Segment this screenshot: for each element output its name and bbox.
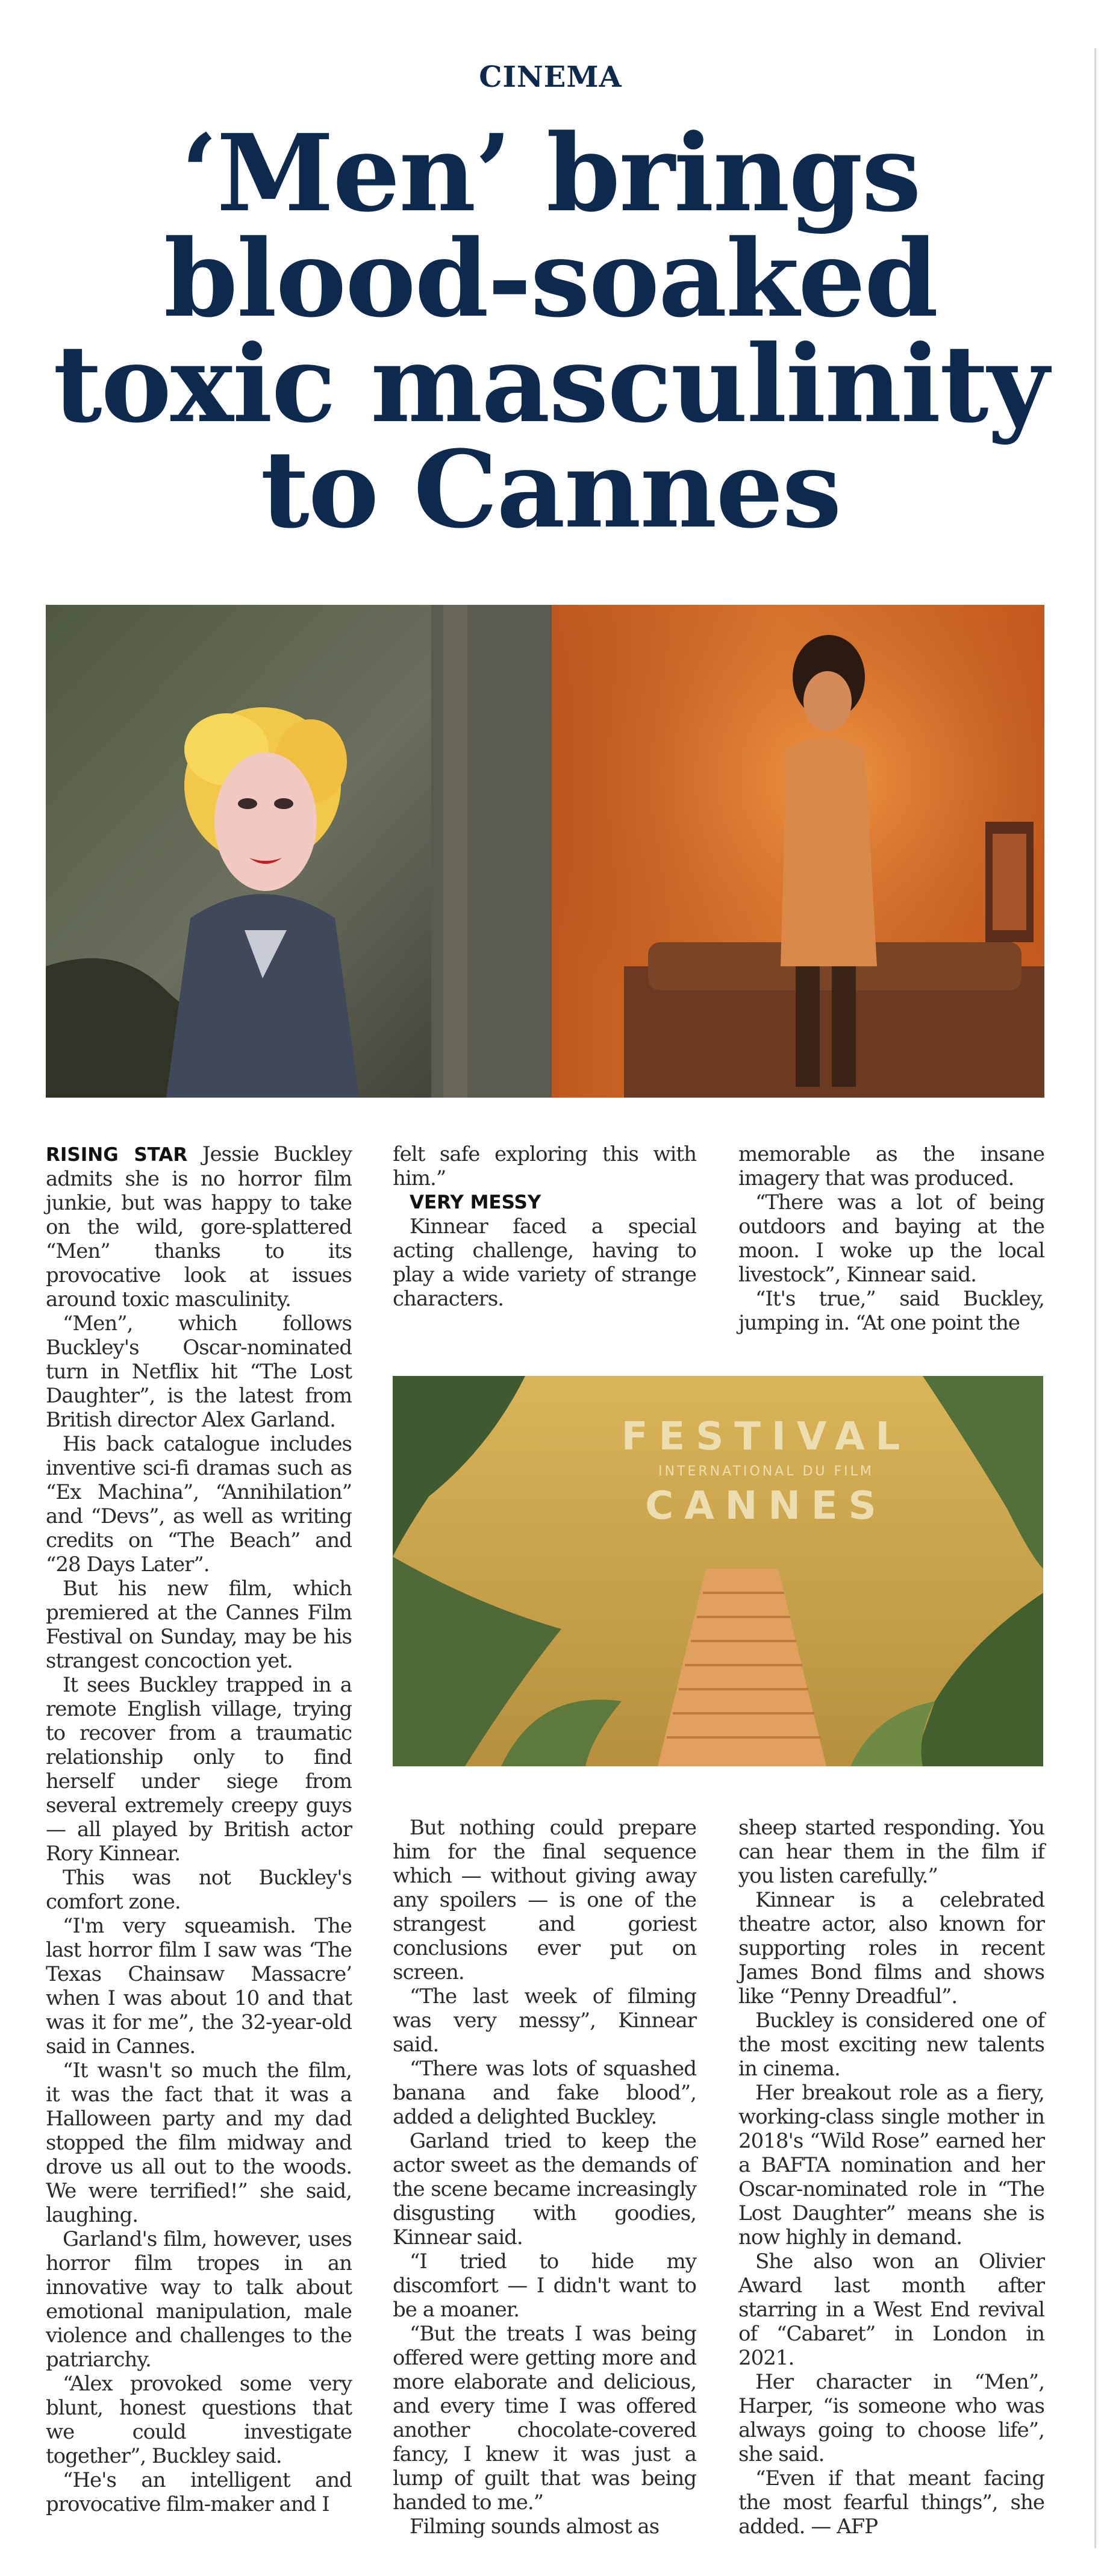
festival-photo: [393, 1376, 1043, 1766]
paragraph: “There was a lot of being outdoors and baying at the moon. I woke up the local livestock”, Kinnear said.: [738, 1190, 1044, 1287]
paragraph: But nothing could prepare him for the final sequence which — without giving away any spoilers — is one of the strangest and goriest conclusions ever put on screen.: [393, 1816, 696, 1984]
paragraph: “It's true,” said Buckley, jumping in. “At one point the: [738, 1287, 1044, 1335]
paragraph: “I tried to hide my discomfort — I didn't want to be a moaner.: [393, 2249, 696, 2322]
paragraph: “Even if that meant facing the most fearful things”, she added. — AFP: [738, 2466, 1044, 2539]
article-column-2-bottom: [393, 1816, 696, 2539]
paragraph: “I'm very squeamish. The last horror film I saw was ‘The Texas Chainsaw Massacre’ when I was about 10 and that was it for me”, the 32-year-old said in Cannes.: [46, 1914, 352, 2059]
paragraph: “Men”, which follows Buckley's Oscar-nominated turn in Netflix hit “The Lost Daughter”, is the latest from British director Alex Garland.: [46, 1311, 352, 1432]
paragraph: “He's an intelligent and provocative film-maker and I: [46, 2468, 352, 2516]
paragraph: “There was lots of squashed banana and fake blood”, added a delighted Buckley.: [393, 2057, 696, 2129]
paragraph: Garland tried to keep the actor sweet as the demands of the scene became increasingly disgusting with goodies, Kinnear said.: [393, 2129, 696, 2249]
paragraph: “But the treats I was being offered were getting more and more elaborate and delicious, and every time I was offered another chocolate-covered fancy, I knew it was just a lump of guilt that was being handed to me.”: [393, 2322, 696, 2515]
article-column-1: [46, 1142, 352, 2516]
headline-line: to Cannes: [260, 427, 841, 552]
lead-in: RISING STAR: [46, 1144, 188, 1166]
paragraph: Buckley is considered one of the most exciting new talents in cinema.: [738, 2009, 1044, 2081]
paragraph: This was not Buckley's comfort zone.: [46, 1866, 352, 1914]
paragraph: It sees Buckley trapped in a remote English village, trying to recover from a traumatic relationship only to find herself under siege from several extremely creepy guys — all played by British actor Rory Kinnear.: [46, 1673, 352, 1866]
headline-line: toxic masculinity: [53, 322, 1048, 446]
paragraph: But his new film, which premiered at the Cannes Film Festival on Sunday, may be his strangest concoction yet.: [46, 1577, 352, 1673]
hero-photo: [46, 605, 1044, 1098]
paragraph: Kinnear faced a special acting challenge, having to play a wide variety of strange characters.: [393, 1215, 696, 1311]
article-column-3-top: [738, 1142, 1044, 1335]
paragraph: Filming sounds almost as: [410, 2515, 660, 2539]
headline-line: ‘Men’ brings: [181, 111, 920, 236]
page-edge-rule: [1094, 48, 1096, 2548]
paragraph: Her character in “Men”, Harper, “is someone who was always going to choose life”, she said.: [738, 2370, 1044, 2466]
paragraph: “The last week of filming was very messy”, Kinnear said.: [393, 1984, 696, 2057]
festival-sign-line2: INTERNATIONAL DU FILM: [658, 1464, 874, 1479]
section-label: CINEMA: [479, 60, 622, 94]
headline-line: blood-soaked: [163, 216, 938, 341]
paragraph: “It wasn't so much the film, it was the fact that it was a Halloween party and my dad stopped the film midway and drove us all out to the woods. We were terrified!” she said, laughing.: [46, 2059, 352, 2227]
lead-text: Jessie Buckley admits she is no horror film junkie, but was happy to take on the wild, gore-splattered “Men” thanks to its provocative look at issues around toxic masculinity.: [46, 1142, 352, 1311]
headline: [24, 111, 1077, 552]
article-column-2-top: [393, 1142, 696, 1311]
paragraph: Garland's film, however, uses horror film tropes in an innovative way to talk about emotional manipulation, male violence and challenges to the patriarchy.: [46, 2227, 352, 2372]
paragraph: “Alex provoked some very blunt, honest questions that we could investigate together”, Buckley said.: [46, 2372, 352, 2468]
festival-sign-line1: FESTIVAL: [621, 1415, 911, 1459]
paragraph: His back catalogue includes inventive sci-fi dramas such as “Ex Machina”, “Annihilation” and “Devs”, as well as writing credits on “The Beach” and “28 Days Later”.: [46, 1432, 352, 1577]
paragraph: Her breakout role as a fiery, working-class single mother in 2018's “Wild Rose” earned her a BAFTA nomination and her Oscar-nominated role in “The Lost Daughter” means she is now highly in demand.: [738, 2081, 1044, 2249]
subheading: VERY MESSY: [410, 1192, 541, 1213]
paragraph: Kinnear is a celebrated theatre actor, also known for supporting roles in recent James Bond films and shows like “Penny Dreadful”.: [738, 1888, 1044, 2009]
paragraph: memorable as the insane imagery that was produced.: [738, 1142, 1044, 1190]
paragraph: She also won an Olivier Award last month after starring in a West End revival of “Cabaret” in London in 2021.: [738, 2249, 1044, 2370]
article-column-3-bottom: [738, 1816, 1044, 2539]
festival-sign-line3: CANNES: [645, 1484, 887, 1528]
paragraph: [46, 1142, 352, 1311]
paragraph: felt safe exploring this with him.”: [393, 1142, 696, 1190]
paragraph: sheep started responding. You can hear them in the film if you listen carefully.”: [738, 1816, 1044, 1888]
